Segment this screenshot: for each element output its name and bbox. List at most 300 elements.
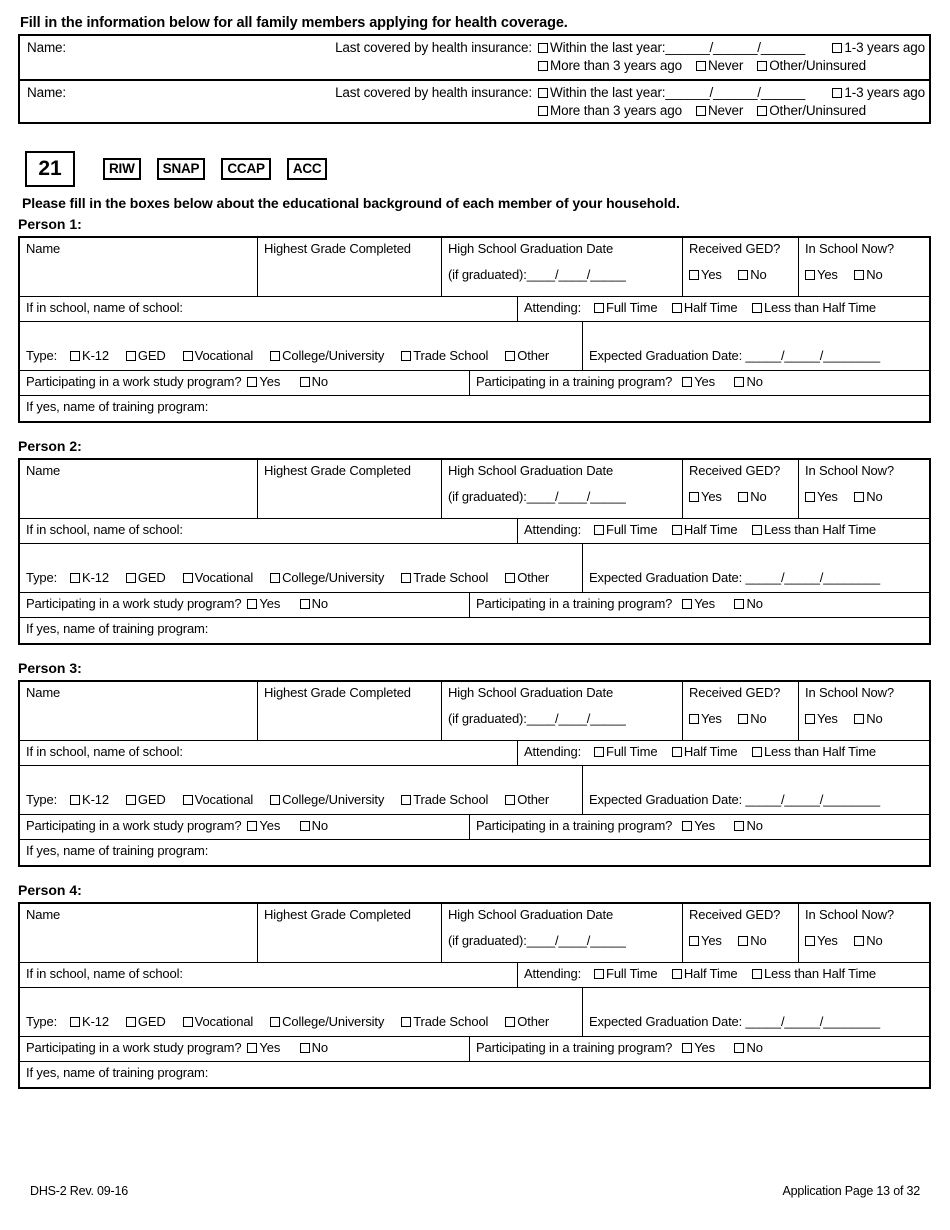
highest-grade-field[interactable]	[258, 904, 442, 962]
checkbox-full-time[interactable]	[594, 303, 604, 313]
ged-yes-no-line	[689, 489, 798, 504]
checkbox-ged-type[interactable]	[126, 1017, 136, 1027]
name-label: Name:	[27, 85, 67, 100]
checkbox-vocational[interactable]	[183, 351, 193, 361]
in-school-yes-no-line	[805, 489, 929, 504]
school-type-cell	[20, 988, 583, 1036]
education-table	[18, 680, 931, 867]
k12-label: K-12	[82, 1014, 109, 1029]
type-row	[20, 765, 929, 814]
training-program-name-field[interactable]	[20, 1062, 929, 1087]
checkbox-ged-type[interactable]	[126, 351, 136, 361]
graduation-date-line	[448, 711, 682, 726]
in-school-now-cell	[799, 682, 929, 740]
name-field[interactable]	[20, 238, 258, 296]
option-vocational	[183, 1014, 254, 1029]
checkbox-inschool-yes[interactable]	[805, 714, 815, 724]
type-label: Type:	[26, 1014, 58, 1029]
checkbox-1-3-years-ago[interactable]	[832, 43, 842, 53]
person-education-block	[18, 882, 931, 1089]
checkbox-1-3-years-ago[interactable]	[832, 88, 842, 98]
received-ged-cell	[683, 904, 799, 962]
ged-yes-no-line	[689, 711, 798, 726]
checkbox-workstudy-yes[interactable]	[247, 1043, 257, 1053]
other-type-label: Other	[517, 570, 550, 585]
work-study-cell	[20, 1037, 470, 1061]
in-school-yes-no-line	[805, 711, 929, 726]
school-name-field[interactable]	[20, 963, 518, 987]
trade-school-label: Trade School	[413, 348, 489, 363]
person-education-block	[18, 660, 931, 867]
option-vocational	[183, 570, 254, 585]
checkbox-college-university[interactable]	[270, 351, 280, 361]
highest-grade-field[interactable]	[258, 460, 442, 518]
college-university-label: College/University	[282, 1014, 385, 1029]
checkbox-college-university[interactable]	[270, 573, 280, 583]
college-university-label: College/University	[282, 570, 385, 585]
grade-column-header: Highest Grade Completed	[264, 241, 411, 256]
option-full-time	[594, 300, 657, 315]
checkbox-ged-yes[interactable]	[689, 936, 699, 946]
training-program-name-field[interactable]	[20, 396, 929, 421]
checkbox-training-no[interactable]	[734, 821, 744, 831]
checkbox-workstudy-no[interactable]	[300, 821, 310, 831]
school-name-field[interactable]	[20, 297, 518, 321]
school-type-cell	[20, 322, 583, 370]
work-study-cell	[20, 593, 470, 617]
school-name-label: If in school, name of school:	[26, 966, 183, 981]
checkbox-k12[interactable]	[70, 573, 80, 583]
option-inschool-yes	[805, 711, 838, 726]
training-program-name-field[interactable]	[20, 840, 929, 865]
checkbox-less-than-half-time[interactable]	[752, 303, 762, 313]
name-field[interactable]	[20, 682, 258, 740]
checkbox-within-last-year[interactable]	[538, 43, 548, 53]
yes-label: Yes	[817, 267, 838, 282]
option-inschool-no	[854, 267, 882, 282]
expected-graduation-cell	[583, 988, 929, 1036]
checkbox-never[interactable]	[696, 61, 706, 71]
if-yes-label: If yes, name of training program:	[26, 621, 209, 636]
programs-row	[20, 370, 929, 395]
expected-graduation-blank[interactable]: _____/_____/________	[745, 1014, 880, 1029]
graduation-date-cell	[442, 682, 683, 740]
page-number: Application Page 13 of 32	[782, 1184, 920, 1198]
in-school-now-header: In School Now?	[805, 463, 894, 478]
checkbox-inschool-yes[interactable]	[805, 270, 815, 280]
health-coverage-heading: Fill in the information below for all family members applying for health coverage.	[20, 15, 568, 31]
checkbox-training-yes[interactable]	[682, 821, 692, 831]
expected-graduation-blank[interactable]: _____/_____/________	[745, 792, 880, 807]
option-trade-school	[401, 1014, 488, 1029]
insurance-options-line1	[538, 85, 925, 100]
full-time-label: Full Time	[606, 522, 658, 537]
graduation-date-cell	[442, 904, 683, 962]
checkbox-k12[interactable]	[70, 351, 80, 361]
vocational-label: Vocational	[194, 570, 254, 585]
checkbox-ged-yes[interactable]	[689, 270, 699, 280]
option-ged-type	[126, 792, 166, 807]
option-less-than-half-time	[752, 966, 876, 981]
no-label: No	[750, 933, 767, 948]
checkbox-other-type[interactable]	[505, 1017, 515, 1027]
more-than-3-label: More than 3 years ago	[550, 58, 682, 73]
checkbox-training-no[interactable]	[734, 599, 744, 609]
education-header-row	[20, 460, 929, 518]
checkbox-ged-yes[interactable]	[689, 714, 699, 724]
if-yes-label: If yes, name of training program:	[26, 399, 209, 414]
graduation-date-cell	[442, 238, 683, 296]
training-program-cell	[470, 1037, 929, 1061]
checkbox-trade-school[interactable]	[401, 795, 411, 805]
checkbox-workstudy-yes[interactable]	[247, 821, 257, 831]
checkbox-ged-type[interactable]	[126, 573, 136, 583]
in-school-yes-no-line	[805, 933, 929, 948]
school-type-cell	[20, 544, 583, 592]
last-covered-date-blank[interactable]: ______/______/______	[665, 85, 806, 100]
programs-row	[20, 592, 929, 617]
training-name-row	[20, 617, 929, 643]
education-header-row	[20, 238, 929, 296]
option-ged-no	[738, 489, 766, 504]
option-never	[696, 103, 743, 118]
option-ged-no	[738, 267, 766, 282]
checkbox-vocational[interactable]	[183, 573, 193, 583]
option-k12	[70, 348, 109, 363]
yes-label: Yes	[259, 1040, 281, 1055]
checkbox-half-time[interactable]	[672, 303, 682, 313]
yes-label: Yes	[259, 596, 281, 611]
option-ged-type	[126, 348, 166, 363]
expected-graduation-blank[interactable]: _____/_____/________	[745, 570, 880, 585]
option-full-time	[594, 966, 657, 981]
checkbox-college-university[interactable]	[270, 795, 280, 805]
training-program-cell	[470, 593, 929, 617]
option-workstudy-no	[300, 374, 328, 389]
insurance-options	[532, 38, 929, 79]
checkbox-other-uninsured[interactable]	[757, 61, 767, 71]
checkbox-half-time[interactable]	[672, 969, 682, 979]
checkbox-college-university[interactable]	[270, 1017, 280, 1027]
type-label: Type:	[26, 570, 58, 585]
less-than-half-time-label: Less than Half Time	[763, 522, 876, 537]
checkbox-within-last-year[interactable]	[538, 88, 548, 98]
training-program-name-field[interactable]	[20, 618, 929, 643]
option-other-type	[505, 792, 549, 807]
checkbox-ged-no[interactable]	[738, 714, 748, 724]
option-full-time	[594, 744, 657, 759]
insurance-options-line2	[538, 58, 925, 73]
yes-label: Yes	[817, 933, 838, 948]
full-time-label: Full Time	[606, 300, 658, 315]
within-last-year-label: Within the last year:	[550, 85, 666, 100]
option-training-yes	[682, 596, 715, 611]
person-heading: Person 4:	[18, 882, 82, 898]
attending-cell	[518, 741, 929, 765]
school-name-field[interactable]	[20, 519, 518, 543]
form-revision: DHS-2 Rev. 09-16	[30, 1184, 128, 1198]
checkbox-k12[interactable]	[70, 1017, 80, 1027]
name-field[interactable]	[20, 904, 258, 962]
checkbox-training-yes[interactable]	[682, 1043, 692, 1053]
option-less-than-half-time	[752, 744, 876, 759]
checkbox-less-than-half-time[interactable]	[752, 969, 762, 979]
training-program-cell	[470, 815, 929, 839]
k12-label: K-12	[82, 792, 109, 807]
section-21-instruction: Please fill in the boxes below about the educational background of each member of your household.	[22, 195, 680, 211]
if-graduated-label: (if graduated):	[448, 489, 527, 504]
checkbox-vocational[interactable]	[183, 1017, 193, 1027]
received-ged-header: Received GED?	[689, 685, 781, 700]
work-study-label: Participating in a work study program?	[26, 818, 242, 833]
insurance-name-field-2[interactable]	[20, 83, 310, 122]
no-label: No	[311, 374, 328, 389]
checkbox-vocational[interactable]	[183, 795, 193, 805]
training-program-cell	[470, 371, 929, 395]
yes-label: Yes	[701, 711, 722, 726]
option-inschool-no	[854, 489, 882, 504]
checkbox-other-type[interactable]	[505, 795, 515, 805]
checkbox-other-uninsured[interactable]	[757, 106, 767, 116]
grade-column-header: Highest Grade Completed	[264, 463, 411, 478]
graduation-date-blank[interactable]: ____/____/_____	[526, 933, 626, 948]
education-header-row	[20, 682, 929, 740]
checkbox-training-no[interactable]	[734, 1043, 744, 1053]
checkbox-ged-type[interactable]	[126, 795, 136, 805]
in-school-yes-no-line	[805, 267, 929, 282]
training-program-label: Participating in a training program?	[476, 596, 673, 611]
option-ged-yes	[689, 711, 722, 726]
no-label: No	[311, 596, 328, 611]
checkbox-ged-no[interactable]	[738, 270, 748, 280]
person-heading: Person 2:	[18, 438, 82, 454]
checkbox-full-time[interactable]	[594, 747, 604, 757]
no-label: No	[746, 374, 763, 389]
checkbox-workstudy-no[interactable]	[300, 1043, 310, 1053]
graduation-date-blank[interactable]: ____/____/_____	[526, 711, 626, 726]
checkbox-trade-school[interactable]	[401, 573, 411, 583]
school-type-cell	[20, 766, 583, 814]
last-covered-label: Last covered by health insurance:	[335, 85, 532, 100]
never-label: Never	[707, 103, 744, 118]
ged-yes-no-line	[689, 267, 798, 282]
option-other-type	[505, 348, 549, 363]
type-label: Type:	[26, 792, 58, 807]
highest-grade-field[interactable]	[258, 682, 442, 740]
checkbox-inschool-no[interactable]	[854, 492, 864, 502]
trade-school-label: Trade School	[413, 1014, 489, 1029]
yes-label: Yes	[701, 267, 722, 282]
yes-label: Yes	[817, 489, 838, 504]
checkbox-inschool-yes[interactable]	[805, 492, 815, 502]
full-time-label: Full Time	[606, 966, 658, 981]
option-inschool-no	[854, 711, 882, 726]
checkbox-k12[interactable]	[70, 795, 80, 805]
checkbox-training-no[interactable]	[734, 377, 744, 387]
half-time-label: Half Time	[683, 744, 738, 759]
option-ged-type	[126, 1014, 166, 1029]
checkbox-full-time[interactable]	[594, 969, 604, 979]
attending-cell	[518, 519, 929, 543]
person-heading: Person 1:	[18, 216, 82, 232]
expected-graduation-blank[interactable]: _____/_____/________	[745, 348, 880, 363]
checkbox-workstudy-yes[interactable]	[247, 377, 257, 387]
option-trade-school	[401, 570, 488, 585]
one-to-three-label: 1-3 years ago	[844, 40, 925, 55]
checkbox-full-time[interactable]	[594, 525, 604, 535]
less-than-half-time-label: Less than Half Time	[763, 300, 876, 315]
program-tag-riw: RIW	[103, 158, 141, 180]
option-ged-yes	[689, 933, 722, 948]
if-graduated-label: (if graduated):	[448, 933, 527, 948]
in-school-now-header: In School Now?	[805, 241, 894, 256]
no-label: No	[866, 711, 883, 726]
k12-label: K-12	[82, 348, 109, 363]
option-1-3-years-ago	[832, 85, 925, 100]
ged-type-label: GED	[137, 348, 166, 363]
graduation-date-blank[interactable]: ____/____/_____	[526, 267, 626, 282]
work-study-cell	[20, 371, 470, 395]
training-program-label: Participating in a training program?	[476, 818, 673, 833]
checkbox-training-yes[interactable]	[682, 377, 692, 387]
last-covered-date-blank[interactable]: ______/______/______	[665, 40, 806, 55]
vocational-label: Vocational	[194, 1014, 254, 1029]
ged-yes-no-line	[689, 933, 798, 948]
other-type-label: Other	[517, 1014, 550, 1029]
insurance-options-line2	[538, 103, 925, 118]
checkbox-ged-no[interactable]	[738, 936, 748, 946]
option-k12	[70, 792, 109, 807]
checkbox-ged-no[interactable]	[738, 492, 748, 502]
checkbox-workstudy-no[interactable]	[300, 599, 310, 609]
programs-row	[20, 1036, 929, 1061]
option-k12	[70, 1014, 109, 1029]
checkbox-other-type[interactable]	[505, 573, 515, 583]
question-number-box: 21	[25, 151, 75, 187]
checkbox-training-yes[interactable]	[682, 599, 692, 609]
insurance-options	[532, 83, 929, 122]
name-field[interactable]	[20, 460, 258, 518]
checkbox-less-than-half-time[interactable]	[752, 747, 762, 757]
school-name-label: If in school, name of school:	[26, 300, 183, 315]
yes-label: Yes	[694, 374, 715, 389]
option-half-time	[672, 744, 738, 759]
school-name-field[interactable]	[20, 741, 518, 765]
attending-cell	[518, 963, 929, 987]
never-label: Never	[707, 58, 744, 73]
option-college-university	[270, 792, 384, 807]
graduation-date-line	[448, 267, 682, 282]
checkbox-workstudy-no[interactable]	[300, 377, 310, 387]
option-full-time	[594, 522, 657, 537]
option-ged-no	[738, 711, 766, 726]
highest-grade-field[interactable]	[258, 238, 442, 296]
attending-label: Attending:	[524, 300, 582, 315]
option-never	[696, 58, 743, 73]
education-table	[18, 458, 931, 645]
in-school-now-cell	[799, 460, 929, 518]
option-ged-yes	[689, 267, 722, 282]
checkbox-inschool-no[interactable]	[854, 270, 864, 280]
ged-type-label: GED	[137, 570, 166, 585]
checkbox-trade-school[interactable]	[401, 1017, 411, 1027]
graduation-date-blank[interactable]: ____/____/_____	[526, 489, 626, 504]
option-more-than-3-years	[538, 58, 682, 73]
checkbox-never[interactable]	[696, 106, 706, 116]
work-study-label: Participating in a work study program?	[26, 1040, 242, 1055]
option-half-time	[672, 522, 738, 537]
attending-label: Attending:	[524, 966, 582, 981]
vocational-label: Vocational	[194, 348, 254, 363]
received-ged-header: Received GED?	[689, 907, 781, 922]
checkbox-other-type[interactable]	[505, 351, 515, 361]
checkbox-inschool-no[interactable]	[854, 714, 864, 724]
option-training-no	[734, 374, 762, 389]
attending-label: Attending:	[524, 522, 582, 537]
checkbox-more-than-3-years[interactable]	[538, 61, 548, 71]
training-program-label: Participating in a training program?	[476, 374, 673, 389]
option-ged-no	[738, 933, 766, 948]
expected-graduation-label: Expected Graduation Date:	[589, 348, 743, 363]
education-table	[18, 236, 931, 423]
education-table	[18, 902, 931, 1089]
last-covered-label: Last covered by health insurance:	[335, 40, 532, 55]
school-row	[20, 296, 929, 321]
option-vocational	[183, 348, 254, 363]
persons-container	[18, 216, 931, 1089]
name-column-header: Name	[26, 907, 61, 922]
option-trade-school	[401, 348, 488, 363]
no-label: No	[750, 711, 767, 726]
school-row	[20, 962, 929, 987]
checkbox-ged-yes[interactable]	[689, 492, 699, 502]
option-ged-yes	[689, 489, 722, 504]
work-study-cell	[20, 815, 470, 839]
option-training-no	[734, 1040, 762, 1055]
in-school-now-cell	[799, 904, 929, 962]
checkbox-inschool-yes[interactable]	[805, 936, 815, 946]
program-tag-snap: SNAP	[157, 158, 206, 180]
option-training-yes	[682, 818, 715, 833]
insurance-row-1	[20, 36, 929, 79]
checkbox-less-than-half-time[interactable]	[752, 525, 762, 535]
other-uninsured-label: Other/Uninsured	[769, 103, 867, 118]
college-university-label: College/University	[282, 348, 385, 363]
type-row	[20, 321, 929, 370]
less-than-half-time-label: Less than Half Time	[763, 966, 876, 981]
graduation-date-header: High School Graduation Date	[448, 463, 614, 478]
more-than-3-label: More than 3 years ago	[550, 103, 682, 118]
option-workstudy-no	[300, 1040, 328, 1055]
checkbox-half-time[interactable]	[672, 747, 682, 757]
yes-label: Yes	[701, 933, 722, 948]
checkbox-workstudy-yes[interactable]	[247, 599, 257, 609]
other-type-label: Other	[517, 348, 550, 363]
if-graduated-label: (if graduated):	[448, 267, 527, 282]
in-school-now-header: In School Now?	[805, 685, 894, 700]
checkbox-trade-school[interactable]	[401, 351, 411, 361]
insurance-name-field-1[interactable]	[20, 38, 310, 79]
no-label: No	[746, 596, 763, 611]
option-other-type	[505, 1014, 549, 1029]
checkbox-half-time[interactable]	[672, 525, 682, 535]
graduation-date-line	[448, 489, 682, 504]
checkbox-more-than-3-years[interactable]	[538, 106, 548, 116]
school-name-label: If in school, name of school:	[26, 744, 183, 759]
yes-label: Yes	[694, 596, 715, 611]
checkbox-inschool-no[interactable]	[854, 936, 864, 946]
no-label: No	[311, 818, 328, 833]
